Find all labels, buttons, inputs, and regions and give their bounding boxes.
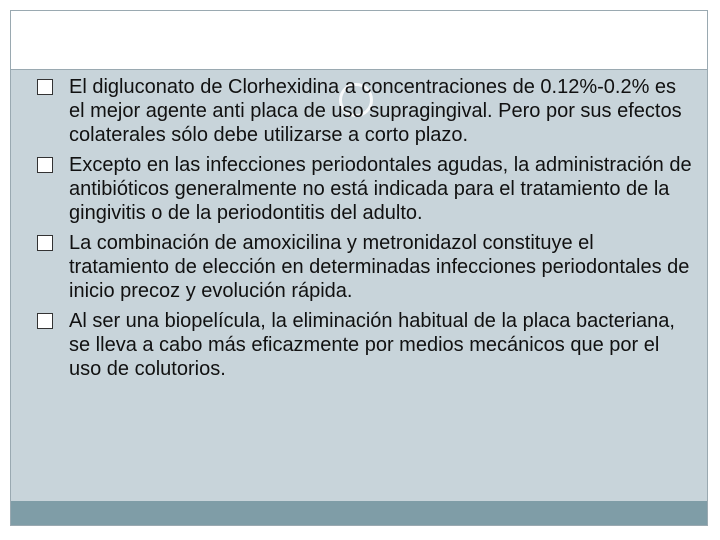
square-bullet-icon xyxy=(37,79,53,95)
square-bullet-icon xyxy=(37,157,53,173)
square-bullet-icon xyxy=(37,313,53,329)
square-bullet-icon xyxy=(37,235,53,251)
footer-band xyxy=(11,501,707,525)
bullet-item xyxy=(37,231,697,303)
bullet-text: La combinación de amoxicilina y metronidazol constituye el tratamiento de elección en determinadas infecciones periodontales de inicio precoz y evolución rápida. xyxy=(69,232,690,302)
bullet-item xyxy=(37,153,697,225)
title-band xyxy=(11,11,707,70)
bullet-text: Al ser una biopelícula, la eliminación habitual de la placa bacteriana, se lleva a cabo más eficazmente por medios mecánicos que por el uso de colutorios. xyxy=(69,310,675,380)
bullet-list xyxy=(37,75,697,387)
bullet-text: El digluconato de Clorhexidina a concentraciones de 0.12%-0.2% es el mejor agente anti placa de uso supragingival. Pero por sus efectos colaterales sólo debe utilizarse a corto plazo. xyxy=(69,76,682,146)
slide-frame xyxy=(10,10,708,526)
bullet-text: Excepto en las infecciones periodontales agudas, la administración de antibióticos generalmente no está indicada para el tratamiento de la gingivitis o de la periodontitis del adulto. xyxy=(69,154,692,224)
bullet-item xyxy=(37,309,697,381)
bullet-item xyxy=(37,75,697,147)
